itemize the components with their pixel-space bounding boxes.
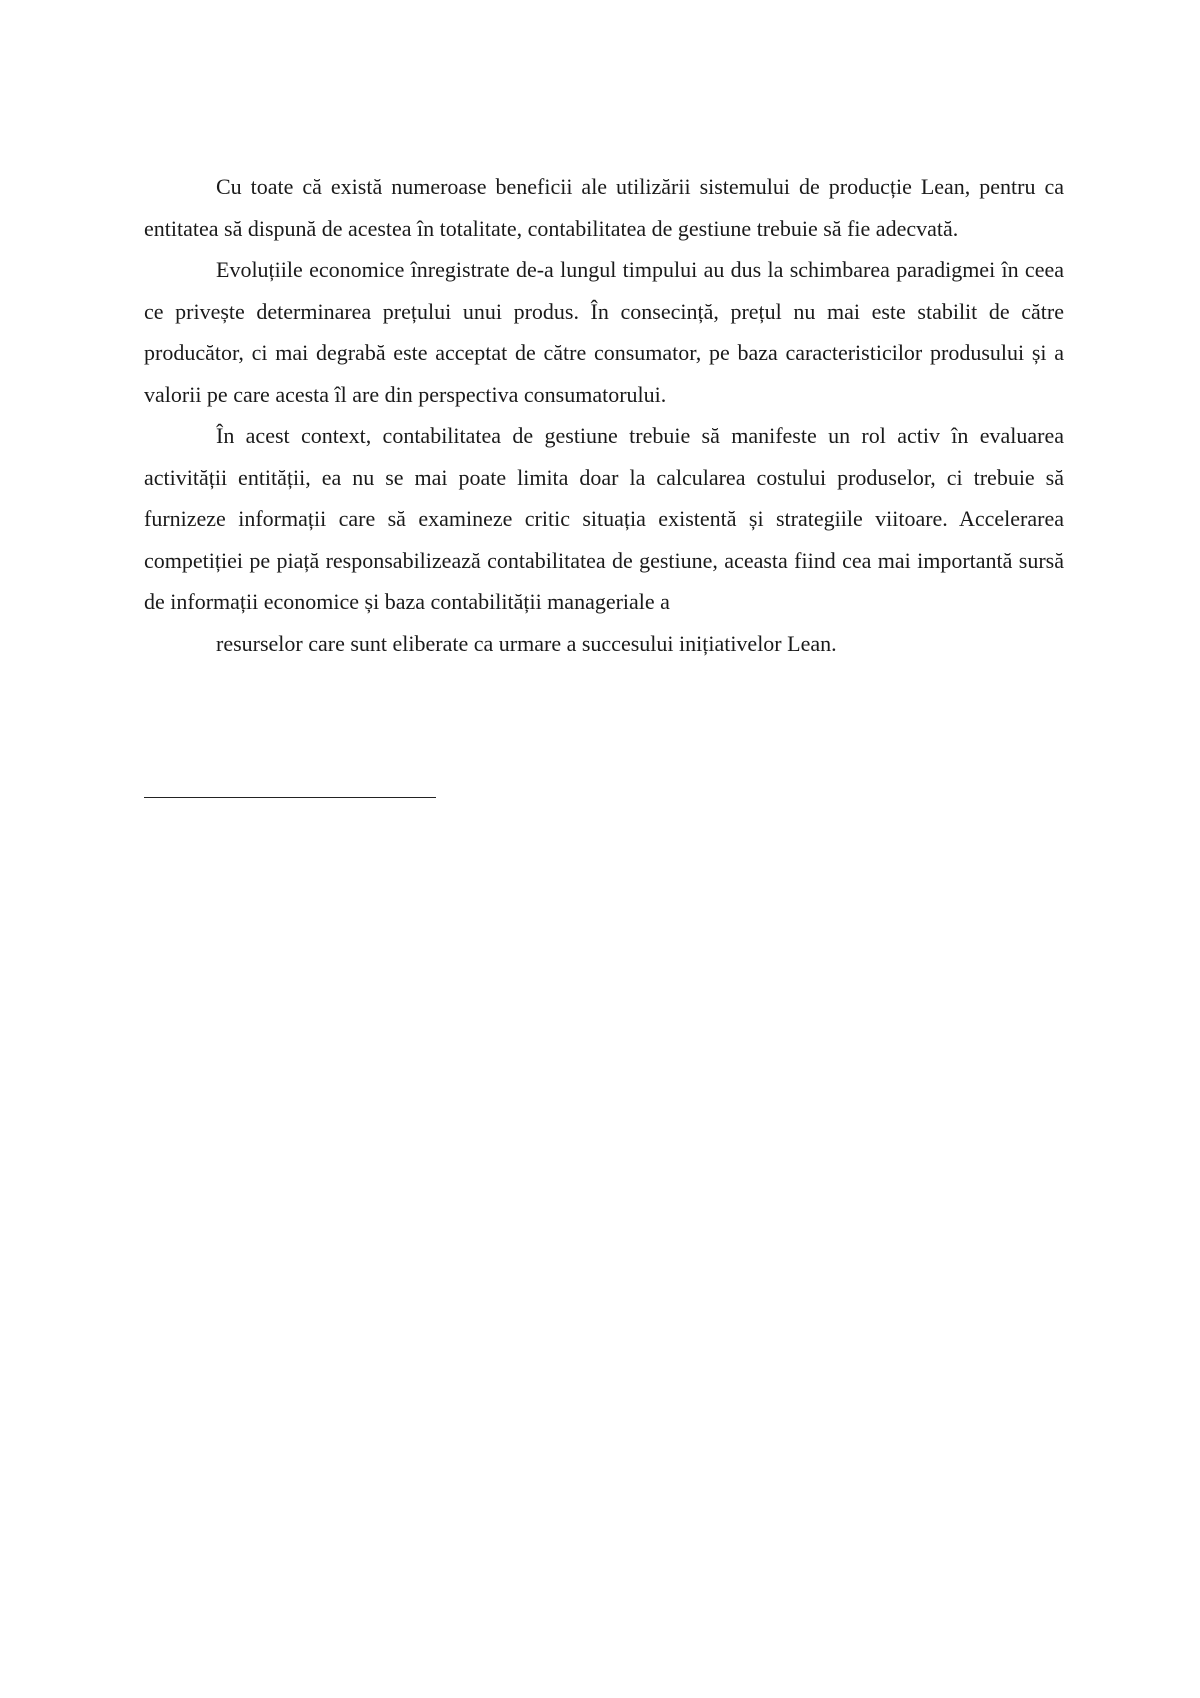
paragraph: În acest context, contabilitatea de gestiune trebuie să manifeste un rol activ în evaluarea activității entității, ea nu se mai poate limita doar la calcularea costului produselor, ci trebuie să furnizeze informații care să examineze critic situația existentă și strategiile viitoare. Accelerarea competiției pe piață responsabilizează contabilitatea de gestiune, aceasta fiind cea mai importantă sursă de informații economice și baza contabilității manageriale a	[144, 423, 1064, 614]
paragraph: resurselor care sunt eliberate ca urmare a succesului inițiativelor Lean.	[216, 630, 837, 656]
paragraph: Evoluțiile economice înregistrate de-a lungul timpului au dus la schimbarea paradigmei în ceea ce privește determinarea prețului unui produs. În consecință, prețul nu mai este stabilit de către producător, ci mai degrabă este acceptat de către consumator, pe baza caracteristicilor produsului și a valorii pe care acesta îl are din perspectiva consumatorului.	[144, 257, 1064, 407]
body-text	[144, 166, 1064, 664]
footnote-separator	[144, 797, 436, 798]
paragraph: Cu toate că există numeroase beneficii ale utilizării sistemului de producție Lean, pentru ca entitatea să dispună de acestea în totalitate, contabilitatea de gestiune trebuie să fie adecvată.	[144, 174, 1064, 241]
